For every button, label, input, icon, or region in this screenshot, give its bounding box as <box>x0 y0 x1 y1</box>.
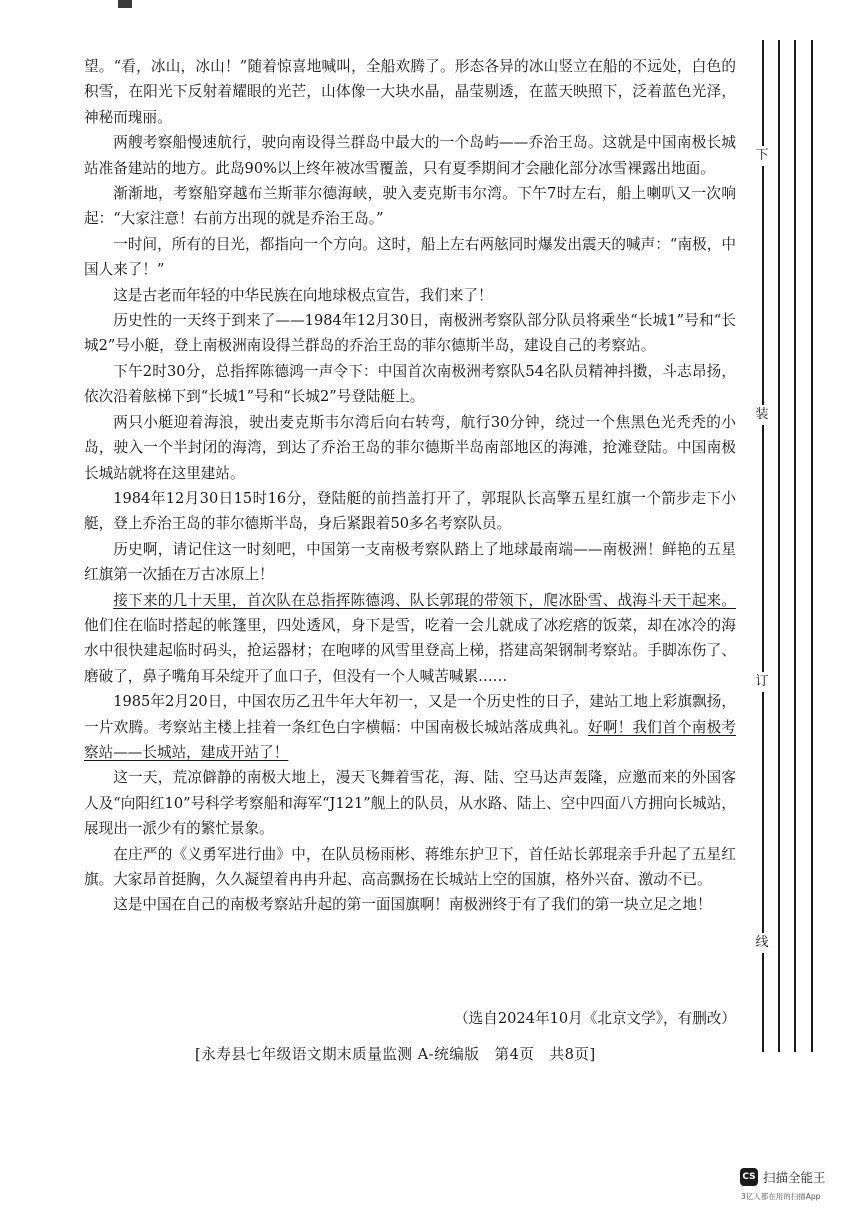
underlined-sentence: 好啊！我们首个南极考察站——长城站，建成开站了！ <box>84 718 736 761</box>
paragraph: 历史啊，请记住这一时刻吧，中国第一支南极考察队踏上了地球最南端——南极洲！鲜艳的五星红旗第一次插在万古冰原上！ <box>84 540 736 584</box>
paragraph: 这是中国在自己的南极考察站升起的第一面国旗啊！南极洲终于有了我们的第一块立足之地！ <box>113 896 712 914</box>
paragraph: 望。“看，冰山，冰山！”随着惊喜地喊叫，全船欢腾了。形态各异的冰山竖立在船的不远处，白色的积雪，在阳光下反射着耀眼的光芒，山体像一大块水晶，晶莹剔透，在蓝天映照下，泛着蓝色光泽，神秘而瑰丽。 <box>84 58 736 126</box>
scan-mark <box>118 0 132 8</box>
scanner-tagline: 3亿人都在用的扫描App <box>741 1192 821 1201</box>
source-citation: （选自2024年10月《北京文学》，有删改） <box>454 1010 736 1027</box>
paragraph-underlined-sentence <box>84 588 736 690</box>
binding-mark-zhuang: 装 <box>752 405 772 425</box>
scanner-watermark <box>740 1168 826 1186</box>
paragraph: 两只小艇迎着海浪，驶出麦克斯韦尔湾后向右转弯，航行30分钟，绕过一个焦黑色光秃秃的小岛，驶入一个半封闭的海湾，到达了乔治王岛的菲尔德斯半岛南部地区的海滩，抢滩登陆。中国南极长城站就将在这里建站。 <box>84 413 736 482</box>
underlined-sentence: 接下来的几十天里，首次队在总指挥陈德鸿、队长郭琨的带领下，爬冰卧雪、战海斗天干起来。 <box>113 591 736 609</box>
scanner-app-name: 扫描全能王 <box>763 1170 826 1185</box>
paragraph: 这一天，荒凉僻静的南极大地上，漫天飞舞着雪花，海、陆、空马达声轰隆，应邀而来的外国客人及“向阳红10”号科学考察船和海军“J121”舰上的队员，从水路、陆上、空中四面八方拥向长城站，展现出一派少有的繁忙景象。 <box>84 769 736 838</box>
cs-logo-icon: CS <box>740 1168 758 1186</box>
paragraph: 下午2时30分，总指挥陈德鸿一声令下：中国首次南极洲考察队54名队员精神抖擞，斗志昂扬，依次沿着舷梯下到“长城1”号和“长城2”号登陆艇上。 <box>84 362 736 406</box>
article-body <box>84 54 736 918</box>
binding-mark-xia: 下 <box>752 146 772 166</box>
paragraph: 一时间，所有的目光，都指向一个方向。这时，船上左右两舷同时爆发出震天的喊声：“南极，中国人来了！” <box>84 235 736 279</box>
binding-mark-xian: 线 <box>752 933 772 953</box>
paragraph: 这是古老而年轻的中华民族在向地球极点宣告，我们来了！ <box>113 286 493 304</box>
paragraph: 1984年12月30日15时16分，登陆艇的前挡盖打开了，郭琨队长高擎五星红旗一个箭步走下小艇，登上乔治王岛的菲尔德斯半岛，身后紧跟着50多名考察队员。 <box>84 489 736 533</box>
page-footer: [永寿县七年级语文期末质量监测 A-统编版 第4页 共8页] <box>195 1046 596 1063</box>
paragraph-opening-ceremony <box>84 689 736 765</box>
paragraph: 渐渐地，考察船穿越布兰斯菲尔德海峡，驶入麦克斯韦尔湾。下午7时左右，船上喇叭又一次响起：“大家注意！右前方出现的就是乔治王岛。” <box>84 185 736 228</box>
paragraph: 在庄严的《义勇军进行曲》中，在队员杨雨彬、蒋维东护卫下，首任站长郭琨亲手升起了五星红旗。大家昂首挺胸，久久凝望着冉冉升起、高高飘扬在长城站上空的国旗，格外兴奋、激动不已。 <box>84 845 736 888</box>
binding-line <box>794 40 796 1052</box>
binding-line <box>778 40 780 1052</box>
binding-line <box>762 40 764 1052</box>
paragraph-rest: 他们住在临时搭起的帐篷里，四处透风，身下是雪，吃着一会儿就成了冰疙瘩的饭菜，却在冰冷的海水中很快建起临时码头，抢运器材；在咆哮的风雪里登高上梯，搭建高架钢制考察站。手脚冻伤了、磨破了，鼻子嘴角耳朵绽开了血口子，但没有一个人喊苦喊累…… <box>84 616 736 685</box>
binding-mark-ding: 订 <box>752 672 772 692</box>
paragraph-text: 1985年2月20日，中国农历乙丑牛年大年初一，又是一个历史性的日子，建站工地上彩旗飘扬，一片欢腾。考察站主楼上挂着一条红色白字横幅：中国南极长城站落成典礼。 <box>84 693 736 736</box>
paragraph: 历史性的一天终于到来了——1984年12月30日，南极洲考察队部分队员将乘坐“长城1”号和“长城2”号小艇，登上南极洲南设得兰群岛的乔治王岛的菲尔德斯半岛，建设自己的考察站。 <box>84 312 736 355</box>
binding-line <box>811 40 813 1052</box>
paragraph: 两艘考察船慢速航行，驶向南设得兰群岛中最大的一个岛屿——乔治王岛。这就是中国南极长城站准备建站的地方。此岛90%以上终年被冰雪覆盖，只有夏季期间才会融化部分冰雪裸露出地面。 <box>84 134 736 177</box>
